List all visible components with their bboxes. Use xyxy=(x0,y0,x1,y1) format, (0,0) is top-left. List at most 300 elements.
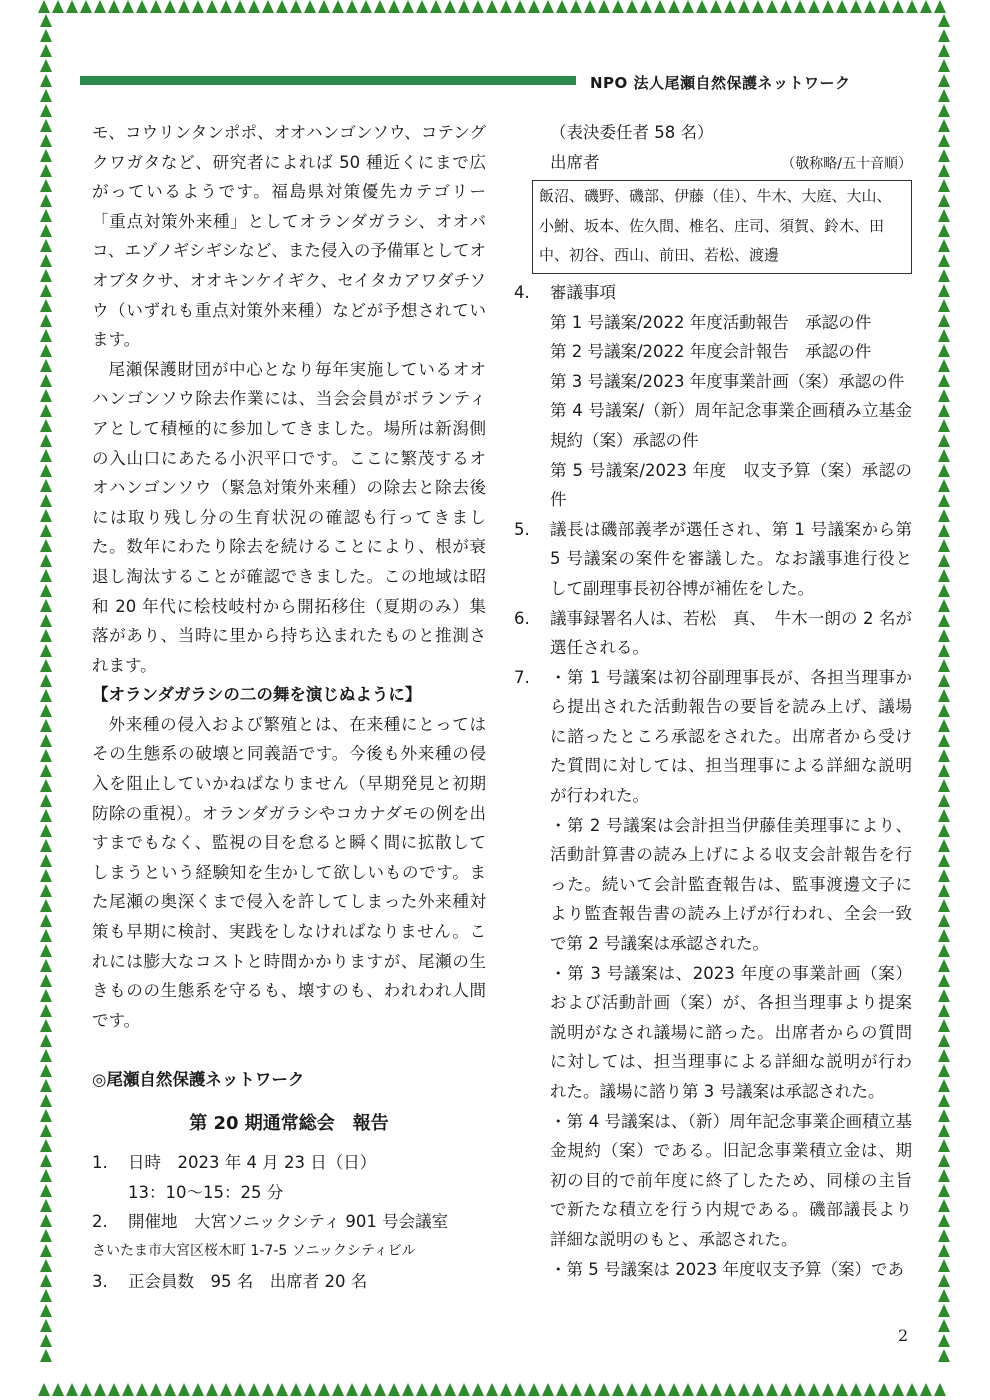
venue-address: さいたま市大宮区桜木町 1-7-5 ソニックシティビル xyxy=(92,1242,416,1259)
tree-ornament-icon xyxy=(248,1383,260,1396)
tree-ornament-icon xyxy=(822,1383,834,1396)
tree-ornament-icon xyxy=(40,824,52,837)
tree-ornament-icon xyxy=(938,1289,950,1302)
tree-ornament-icon xyxy=(136,0,148,13)
tree-ornament-icon xyxy=(122,1383,134,1396)
tree-ornament-icon xyxy=(542,0,554,13)
tree-ornament-icon xyxy=(94,1383,106,1396)
tree-ornament-icon xyxy=(388,1383,400,1396)
tree-ornament-icon xyxy=(640,0,652,13)
tree-ornament-icon xyxy=(906,0,918,13)
tree-ornament-icon xyxy=(276,1383,288,1396)
tree-ornament-icon xyxy=(262,0,274,13)
tree-ornament-icon xyxy=(850,0,862,13)
right-column xyxy=(514,118,912,1284)
tree-ornament-icon xyxy=(938,794,950,807)
tree-ornament-icon xyxy=(836,0,848,13)
tree-ornament-icon xyxy=(40,149,52,162)
tree-ornament-icon xyxy=(668,0,680,13)
tree-ornament-icon xyxy=(40,794,52,807)
tree-ornament-icon xyxy=(668,1383,680,1396)
tree-ornament-icon xyxy=(40,809,52,822)
tree-ornament-icon xyxy=(752,0,764,13)
tree-ornament-icon xyxy=(938,869,950,882)
tree-ornament-icon xyxy=(938,1064,950,1077)
tree-ornament-icon xyxy=(938,224,950,237)
tree-ornament-icon xyxy=(40,314,52,327)
tree-ornament-icon xyxy=(836,1383,848,1396)
tree-ornament-icon xyxy=(486,0,498,13)
tree-ornament-icon xyxy=(938,44,950,57)
tree-ornament-icon xyxy=(40,134,52,147)
tree-ornament-icon xyxy=(332,1383,344,1396)
tree-ornament-icon xyxy=(40,374,52,387)
border-top xyxy=(38,0,948,13)
tree-ornament-icon xyxy=(528,0,540,13)
tree-ornament-icon xyxy=(40,944,52,957)
tree-ornament-icon xyxy=(40,479,52,492)
tree-ornament-icon xyxy=(794,0,806,13)
tree-ornament-icon xyxy=(938,359,950,372)
tree-ornament-icon xyxy=(40,569,52,582)
tree-ornament-icon xyxy=(938,194,950,207)
paragraph-invasive-species: モ、コウリンタンポポ、オオハンゴンソウ、コテングクワガタなど、研究者によれば 50 種近くにまで広がっているようです。福島県対策優先カテゴリー「重点対策外来種」としてオランダガラシ、オオバコ、エゾノギシギシなど、また侵入の予備軍としてオオブタクサ、オオキンケイギク、セイタカアワダチソウ（いずれも重点対策外来種）などが予想されています。 xyxy=(92,123,486,350)
tree-ornament-icon xyxy=(938,884,950,897)
tree-ornament-icon xyxy=(40,1154,52,1167)
tree-ornament-icon xyxy=(938,314,950,327)
tree-ornament-icon xyxy=(794,1383,806,1396)
tree-ornament-icon xyxy=(40,1244,52,1257)
paragraph-prevention: 外来種の侵入および繁殖とは、在来種にとってはその生態系の破壊と同義語です。今後も外来種の侵入を阻止していかねばなりません（早期発見と初期防除の重視）。オランダガラシやコカナダモの例を出すまでもなく、監視の目を怠ると瞬く間に拡散してしまうという経験知を生かして欲しいものです。また尾瀬の奥深くまで侵入を許してしまった外来種対策も早期に検討、実践をしなければなりません。これには膨大なコストと時間かかりますが、尾瀬の生きものの生態系を守るも、壊すのも、われわれ人間です。 xyxy=(92,714,486,1030)
list-item xyxy=(92,1148,486,1178)
tree-ornament-icon xyxy=(304,0,316,13)
tree-ornament-icon xyxy=(360,0,372,13)
tree-ornament-icon xyxy=(52,1383,64,1396)
tree-ornament-icon xyxy=(360,1383,372,1396)
tree-ornament-icon xyxy=(938,494,950,507)
list-number: 2. xyxy=(92,1212,108,1232)
tree-ornament-icon xyxy=(374,0,386,13)
tree-ornament-icon xyxy=(542,1383,554,1396)
list-item xyxy=(514,663,912,1284)
tree-ornament-icon xyxy=(40,1199,52,1212)
resolution-paragraph: ・第 5 号議案は 2023 年度収支予算（案）であ xyxy=(550,1259,904,1279)
tree-ornament-icon xyxy=(40,914,52,927)
tree-ornament-icon xyxy=(40,419,52,432)
tree-ornament-icon xyxy=(40,764,52,777)
tree-ornament-icon xyxy=(38,0,50,13)
tree-ornament-icon xyxy=(388,0,400,13)
tree-ornament-icon xyxy=(864,1383,876,1396)
tree-ornament-icon xyxy=(346,1383,358,1396)
tree-ornament-icon xyxy=(402,1383,414,1396)
tree-ornament-icon xyxy=(332,0,344,13)
tree-ornament-icon xyxy=(938,284,950,297)
tree-ornament-icon xyxy=(938,929,950,942)
tree-ornament-icon xyxy=(938,1304,950,1317)
tree-ornament-icon xyxy=(938,1004,950,1017)
tree-ornament-icon xyxy=(40,839,52,852)
resolution-paragraph: ・第 1 号議案は初谷副理事長が、各担当理事から提出された活動報告の要旨を読み上げ、議場に諮ったところ承認をされた。出席者から受けた質問に対しては、担当理事による詳細な説明が行われた。 xyxy=(550,667,912,806)
list-text: 13：10～15：25 分 xyxy=(128,1182,284,1202)
tree-ornament-icon xyxy=(136,1383,148,1396)
tree-ornament-icon xyxy=(40,899,52,912)
tree-ornament-icon xyxy=(938,119,950,132)
tree-ornament-icon xyxy=(40,524,52,537)
tree-ornament-icon xyxy=(710,1383,722,1396)
tree-ornament-icon xyxy=(938,374,950,387)
tree-ornament-icon xyxy=(52,0,64,13)
tree-ornament-icon xyxy=(640,1383,652,1396)
tree-ornament-icon xyxy=(938,899,950,912)
tree-ornament-icon xyxy=(938,419,950,432)
tree-ornament-icon xyxy=(40,44,52,57)
tree-ornament-icon xyxy=(920,1383,932,1396)
tree-ornament-icon xyxy=(40,869,52,882)
tree-ornament-icon xyxy=(938,719,950,732)
tree-ornament-icon xyxy=(472,1383,484,1396)
tree-ornament-icon xyxy=(40,644,52,657)
tree-ornament-icon xyxy=(808,1383,820,1396)
tree-ornament-icon xyxy=(40,59,52,72)
tree-ornament-icon xyxy=(938,89,950,102)
tree-ornament-icon xyxy=(40,254,52,267)
tree-ornament-icon xyxy=(906,1383,918,1396)
tree-ornament-icon xyxy=(598,0,610,13)
tree-ornament-icon xyxy=(40,1229,52,1242)
tree-ornament-icon xyxy=(938,1139,950,1152)
list-number: 6. xyxy=(514,608,530,628)
tree-ornament-icon xyxy=(878,0,890,13)
tree-ornament-icon xyxy=(40,989,52,1002)
tree-ornament-icon xyxy=(938,1319,950,1332)
tree-ornament-icon xyxy=(40,194,52,207)
tree-ornament-icon xyxy=(40,1094,52,1107)
tree-ornament-icon xyxy=(40,1214,52,1227)
tree-ornament-icon xyxy=(938,1349,950,1362)
tree-ornament-icon xyxy=(682,1383,694,1396)
tree-ornament-icon xyxy=(40,539,52,552)
tree-ornament-icon xyxy=(40,179,52,192)
tree-ornament-icon xyxy=(938,209,950,222)
tree-ornament-icon xyxy=(938,989,950,1002)
tree-ornament-icon xyxy=(850,1383,862,1396)
tree-ornament-icon xyxy=(40,269,52,282)
tree-ornament-icon xyxy=(938,1259,950,1272)
left-column xyxy=(92,118,486,1296)
header-title: NPO 法人尾瀬自然保護ネットワーク xyxy=(590,74,851,92)
tree-ornament-icon xyxy=(40,449,52,462)
tree-ornament-icon xyxy=(40,749,52,762)
tree-ornament-icon xyxy=(40,299,52,312)
tree-ornament-icon xyxy=(938,344,950,357)
tree-ornament-icon xyxy=(626,0,638,13)
tree-ornament-icon xyxy=(938,389,950,402)
resolution-paragraph: ・第 2 号議案は会計担当伊藤佳美理事により、活動計算書の読み上げによる収支会計報告を行った。続いて会計監査報告は、監事渡邊文子により監査報告書の読み上げが行われ、全会一致で第 2 号議案は承認された。 xyxy=(550,815,912,954)
agenda-line: 第 2 号議案/2022 年度会計報告 承認の件 xyxy=(550,342,872,362)
tree-ornament-icon xyxy=(374,1383,386,1396)
tree-ornament-icon xyxy=(570,0,582,13)
tree-ornament-icon xyxy=(938,479,950,492)
tree-ornament-icon xyxy=(40,1259,52,1272)
tree-ornament-icon xyxy=(938,29,950,42)
tree-ornament-icon xyxy=(40,599,52,612)
tree-ornament-icon xyxy=(938,1019,950,1032)
tree-ornament-icon xyxy=(40,884,52,897)
tree-ornament-icon xyxy=(262,1383,274,1396)
tree-ornament-icon xyxy=(122,0,134,13)
tree-ornament-icon xyxy=(938,1109,950,1122)
tree-ornament-icon xyxy=(40,929,52,942)
tree-ornament-icon xyxy=(766,1383,778,1396)
tree-ornament-icon xyxy=(514,1383,526,1396)
list-number xyxy=(92,1178,128,1208)
tree-ornament-icon xyxy=(40,854,52,867)
tree-ornament-icon xyxy=(654,0,666,13)
tree-ornament-icon xyxy=(430,0,442,13)
tree-ornament-icon xyxy=(318,0,330,13)
tree-ornament-icon xyxy=(696,1383,708,1396)
tree-ornament-icon xyxy=(938,1214,950,1227)
tree-ornament-icon xyxy=(938,1229,950,1242)
tree-ornament-icon xyxy=(738,0,750,13)
tree-ornament-icon xyxy=(934,1383,946,1396)
border-right xyxy=(938,14,950,1364)
tree-ornament-icon xyxy=(938,974,950,987)
list-item xyxy=(92,1267,486,1297)
list-text: 日時 2023 年 4 月 23 日（日） xyxy=(128,1153,377,1173)
agenda-line: 第 3 号議案/2023 年度事業計画（案）承認の件 xyxy=(550,371,905,391)
attendees-row xyxy=(514,148,912,180)
tree-ornament-icon xyxy=(938,269,950,282)
tree-ornament-icon xyxy=(290,0,302,13)
tree-ornament-icon xyxy=(938,734,950,747)
tree-ornament-icon xyxy=(40,1334,52,1347)
border-bottom xyxy=(38,1383,948,1396)
tree-ornament-icon xyxy=(938,104,950,117)
tree-ornament-icon xyxy=(938,1274,950,1287)
resolution-paragraph: ・第 4 号議案は、（新）周年記念事業企画積立基金規約（案）である。旧記念事業積立金は、期初の目的で前年度に終了したため、同様の主旨で新たな積立を行う内規である。磯部議長より詳細な説明のもと、承認された。 xyxy=(550,1111,912,1249)
tree-ornament-icon xyxy=(500,1383,512,1396)
tree-ornament-icon xyxy=(40,344,52,357)
tree-ornament-icon xyxy=(780,1383,792,1396)
tree-ornament-icon xyxy=(938,1154,950,1167)
tree-ornament-icon xyxy=(612,0,624,13)
tree-ornament-icon xyxy=(892,1383,904,1396)
tree-ornament-icon xyxy=(290,1383,302,1396)
tree-ornament-icon xyxy=(938,824,950,837)
tree-ornament-icon xyxy=(346,0,358,13)
tree-ornament-icon xyxy=(178,0,190,13)
tree-ornament-icon xyxy=(696,0,708,13)
tree-ornament-icon xyxy=(40,104,52,117)
tree-ornament-icon xyxy=(584,0,596,13)
tree-ornament-icon xyxy=(206,0,218,13)
tree-ornament-icon xyxy=(556,1383,568,1396)
tree-ornament-icon xyxy=(724,1383,736,1396)
agenda-title: 審議事項 xyxy=(550,282,616,302)
tree-ornament-icon xyxy=(40,1169,52,1182)
tree-ornament-icon xyxy=(570,1383,582,1396)
list-item xyxy=(92,1207,486,1237)
list-number: 5. xyxy=(514,519,530,539)
tree-ornament-icon xyxy=(80,0,92,13)
tree-ornament-icon xyxy=(94,0,106,13)
tree-ornament-icon xyxy=(938,254,950,267)
tree-ornament-icon xyxy=(938,569,950,582)
tree-ornament-icon xyxy=(808,0,820,13)
tree-ornament-icon xyxy=(40,89,52,102)
tree-ornament-icon xyxy=(38,1383,50,1396)
attendees-label: 出席者 xyxy=(550,152,600,172)
tree-ornament-icon xyxy=(276,0,288,13)
report-title: 第 20 期通常総会 報告 xyxy=(189,1112,389,1134)
tree-ornament-icon xyxy=(780,0,792,13)
tree-ornament-icon xyxy=(938,434,950,447)
tree-ornament-icon xyxy=(822,0,834,13)
tree-ornament-icon xyxy=(938,914,950,927)
tree-ornament-icon xyxy=(40,674,52,687)
tree-ornament-icon xyxy=(40,29,52,42)
tree-ornament-icon xyxy=(402,0,414,13)
tree-ornament-icon xyxy=(938,149,950,162)
tree-ornament-icon xyxy=(938,629,950,642)
org-heading: ◎尾瀬自然保護ネットワーク xyxy=(92,1070,305,1089)
border-left xyxy=(40,14,52,1364)
tree-ornament-icon xyxy=(40,74,52,87)
tree-ornament-icon xyxy=(40,1124,52,1137)
tree-ornament-icon xyxy=(304,1383,316,1396)
list-text: 議事録署名人は、若松 真、 牛木一朗の 2 名が選任される。 xyxy=(550,608,912,658)
tree-ornament-icon xyxy=(938,239,950,252)
tree-ornament-icon xyxy=(938,509,950,522)
tree-ornament-icon xyxy=(80,1383,92,1396)
tree-ornament-icon xyxy=(682,0,694,13)
tree-ornament-icon xyxy=(66,0,78,13)
tree-ornament-icon xyxy=(40,659,52,672)
tree-ornament-icon xyxy=(934,0,946,13)
tree-ornament-icon xyxy=(938,449,950,462)
list-text: 開催地 大宮ソニックシティ 901 号会議室 xyxy=(128,1212,449,1232)
tree-ornament-icon xyxy=(40,704,52,717)
resolution-paragraph: ・第 3 号議案は、2023 年度の事業計画（案）および活動計画（案）が、各担当理事より提案説明がなされ議場に諮った。出席者からの質問に対しては、担当理事による詳細な説明が行われた。議場に諮り第 3 号議案は承認された。 xyxy=(550,963,912,1101)
tree-ornament-icon xyxy=(938,644,950,657)
tree-ornament-icon xyxy=(938,1199,950,1212)
tree-ornament-icon xyxy=(938,779,950,792)
tree-ornament-icon xyxy=(938,299,950,312)
tree-ornament-icon xyxy=(40,164,52,177)
tree-ornament-icon xyxy=(938,854,950,867)
list-item xyxy=(514,604,912,663)
tree-ornament-icon xyxy=(40,779,52,792)
tree-ornament-icon xyxy=(584,1383,596,1396)
tree-ornament-icon xyxy=(738,1383,750,1396)
tree-ornament-icon xyxy=(178,1383,190,1396)
tree-ornament-icon xyxy=(40,629,52,642)
tree-ornament-icon xyxy=(40,464,52,477)
tree-ornament-icon xyxy=(108,0,120,13)
tree-ornament-icon xyxy=(500,0,512,13)
paragraph-removal-work: 尾瀬保護財団が中心となり毎年実施しているオオハンゴンソウ除去作業には、当会会員がボランティアとして積極的に参加してきました。場所は新潟側の入山口にあたる小沢平口です。ここに繁茂するオオハンゴンソウ（緊急対策外来種）の除去と除去後には取り残し分の生育状況の確認も行ってきました。数年にわたり除去を続けることにより、根が衰退し淘汰することが確認できました。この地域は昭和 20 年代に桧枝岐村から開拓移住（夏期のみ）集落があり、当時に里から持ち込まれたものと推測されます。 xyxy=(92,359,486,675)
tree-ornament-icon xyxy=(938,179,950,192)
tree-ornament-icon xyxy=(40,1139,52,1152)
tree-ornament-icon xyxy=(486,1383,498,1396)
tree-ornament-icon xyxy=(654,1383,666,1396)
tree-ornament-icon xyxy=(234,1383,246,1396)
tree-ornament-icon xyxy=(40,1289,52,1302)
tree-ornament-icon xyxy=(938,1184,950,1197)
tree-ornament-icon xyxy=(40,389,52,402)
tree-ornament-icon xyxy=(938,764,950,777)
tree-ornament-icon xyxy=(40,1319,52,1332)
agenda-line: 第 1 号議案/2022 年度活動報告 承認の件 xyxy=(550,312,872,332)
tree-ornament-icon xyxy=(40,584,52,597)
tree-ornament-icon xyxy=(150,1383,162,1396)
header-accent-bar xyxy=(80,76,576,85)
tree-ornament-icon xyxy=(108,1383,120,1396)
tree-ornament-icon xyxy=(710,0,722,13)
tree-ornament-icon xyxy=(40,1274,52,1287)
agenda-line: 第 5 号議案/2023 年度 収支予算（案）承認の件 xyxy=(550,460,912,510)
tree-ornament-icon xyxy=(612,1383,624,1396)
tree-ornament-icon xyxy=(318,1383,330,1396)
tree-ornament-icon xyxy=(444,0,456,13)
tree-ornament-icon xyxy=(40,239,52,252)
tree-ornament-icon xyxy=(206,1383,218,1396)
tree-ornament-icon xyxy=(938,704,950,717)
tree-ornament-icon xyxy=(458,1383,470,1396)
tree-ornament-icon xyxy=(938,329,950,342)
tree-ornament-icon xyxy=(40,1049,52,1062)
tree-ornament-icon xyxy=(528,1383,540,1396)
tree-ornament-icon xyxy=(40,209,52,222)
list-number: 1. xyxy=(92,1153,108,1173)
tree-ornament-icon xyxy=(40,14,52,27)
tree-ornament-icon xyxy=(514,0,526,13)
tree-ornament-icon xyxy=(66,1383,78,1396)
tree-ornament-icon xyxy=(40,1064,52,1077)
tree-ornament-icon xyxy=(626,1383,638,1396)
tree-ornament-icon xyxy=(938,554,950,567)
tree-ornament-icon xyxy=(472,0,484,13)
tree-ornament-icon xyxy=(938,14,950,27)
tree-ornament-icon xyxy=(920,0,932,13)
tree-ornament-icon xyxy=(220,0,232,13)
tree-ornament-icon xyxy=(40,284,52,297)
tree-ornament-icon xyxy=(40,1079,52,1092)
section-heading: 【オランダガラシの二の舞を演じぬように】 xyxy=(92,685,422,705)
tree-ornament-icon xyxy=(40,1004,52,1017)
tree-ornament-icon xyxy=(40,1184,52,1197)
tree-ornament-icon xyxy=(556,0,568,13)
tree-ornament-icon xyxy=(234,0,246,13)
tree-ornament-icon xyxy=(938,1049,950,1062)
tree-ornament-icon xyxy=(40,404,52,417)
tree-ornament-icon xyxy=(416,0,428,13)
list-number: 7. xyxy=(514,667,530,687)
tree-ornament-icon xyxy=(752,1383,764,1396)
tree-ornament-icon xyxy=(938,59,950,72)
page-number: 2 xyxy=(898,1326,909,1345)
tree-ornament-icon xyxy=(938,614,950,627)
tree-ornament-icon xyxy=(892,0,904,13)
list-item xyxy=(514,515,912,604)
tree-ornament-icon xyxy=(938,1124,950,1137)
tree-ornament-icon xyxy=(164,1383,176,1396)
tree-ornament-icon xyxy=(938,1094,950,1107)
tree-ornament-icon xyxy=(938,809,950,822)
tree-ornament-icon xyxy=(40,359,52,372)
